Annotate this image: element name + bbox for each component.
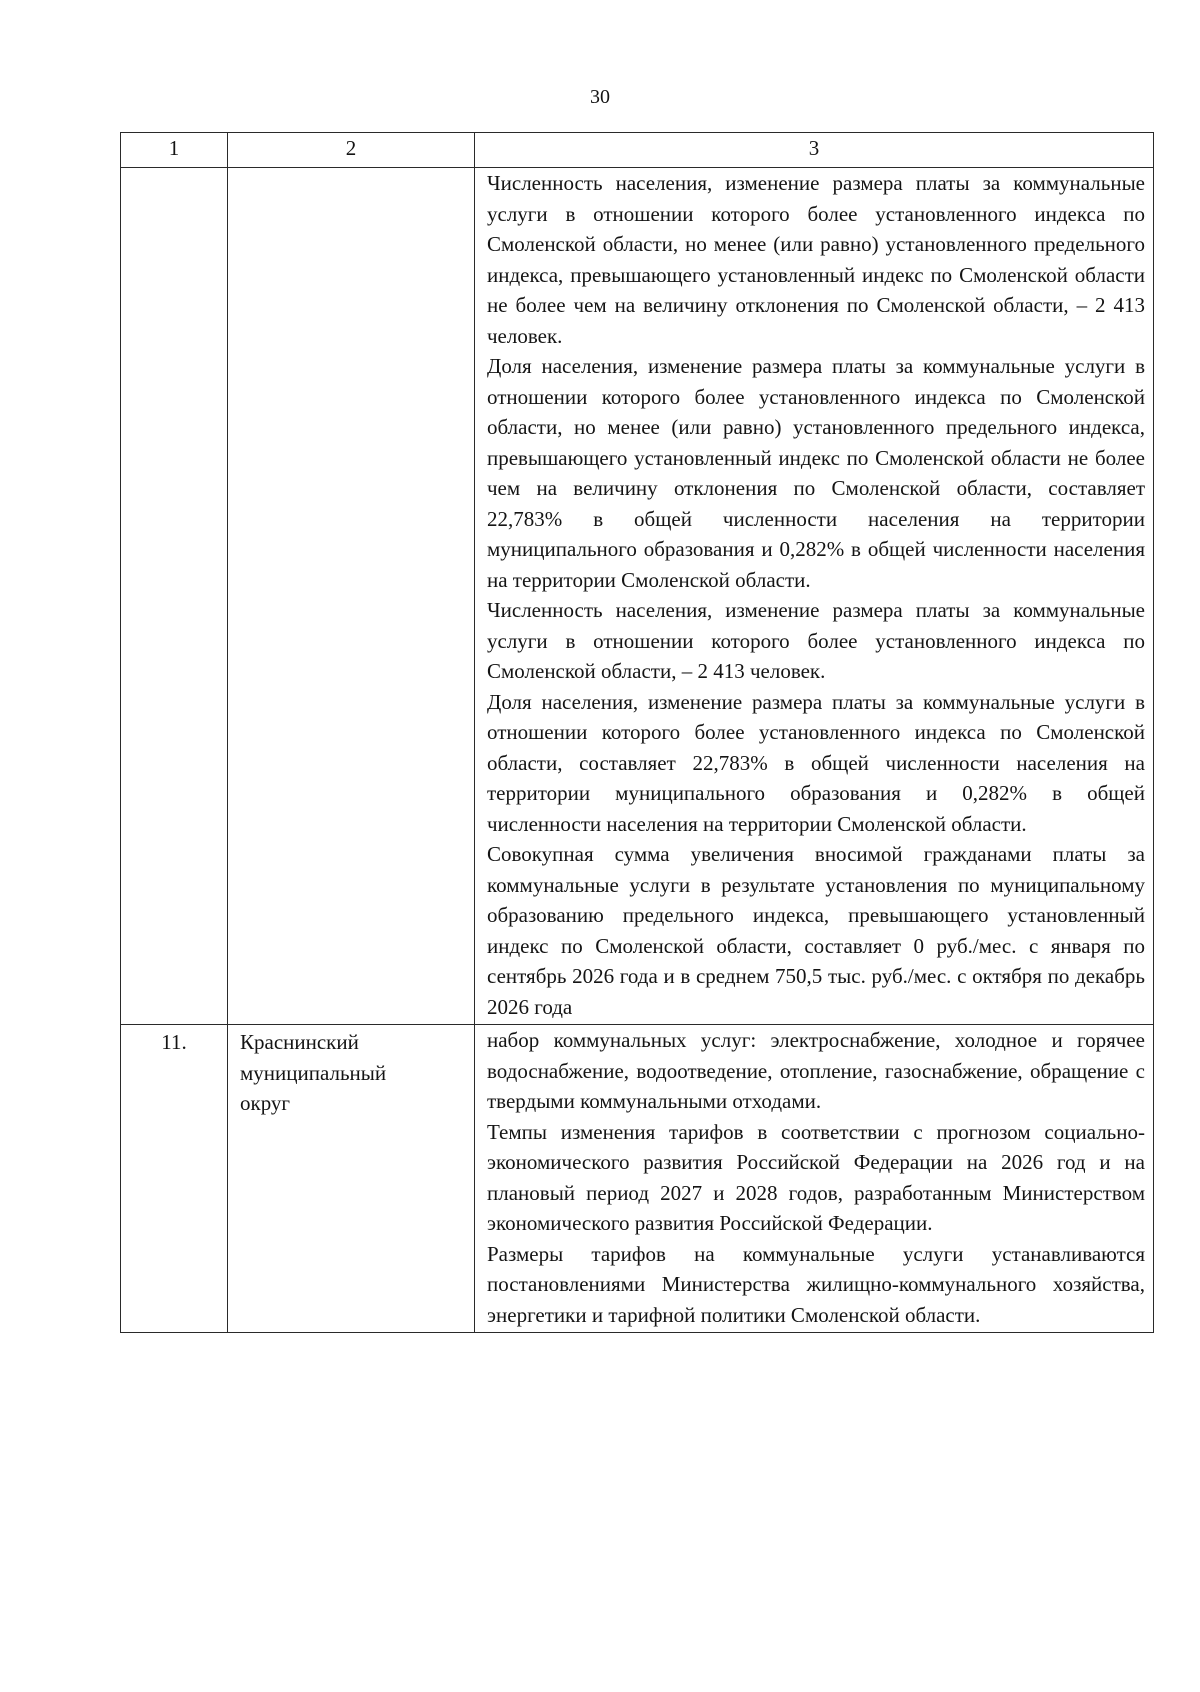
paragraph: набор коммунальных услуг: электроснабжение, холодное и горячее водоснабжение, водоотведение, отопление, газоснабжение, обращение с твердыми коммунальными отходами. [487,1028,1145,1113]
table-row-continued [121,168,1154,1025]
paragraph: Доля населения, изменение размера платы за коммунальные услуги в отношении которого более установленного индекса по Смоленской области, составляет 22,783% в общей численности населения на территории муниципального образования и 0,282% в общей численности населения на территории Смоленской области. [487,689,1145,836]
document-table [120,132,1154,1333]
row-number-cell [121,168,228,1025]
paragraph: Доля населения, изменение размера платы за коммунальные услуги в отношении которого более установленного индекса по Смоленской области, но менее (или равно) установленного предельного индекса, превышающего установленный индекс по Смоленской области не более чем на величину отклонения по Смоленской области, составляет 22,783% в общей численности населения на территории муниципального образования и 0,282% в общей численности населения на территории Смоленской области. [487,354,1145,592]
header-col-1: 1 [121,133,228,168]
row-text-cell [475,168,1154,1025]
header-col-2: 2 [228,133,475,168]
paragraph: Численность населения, изменение размера платы за коммунальные услуги в отношении которого более установленного индекса по Смоленской области, но менее (или равно) установленного предельного индекса, превышающего установленный индекс по Смоленской области не более чем на величину отклонения по Смоленской области, – 2 413 человек. [487,171,1145,348]
row-name-cell [228,168,475,1025]
municipality-name-line: муниципальный [240,1060,387,1085]
paragraph: Совокупная сумма увеличения вносимой гражданами платы за коммунальные услуги в результате установления по муниципальному образованию предельного индекса, превышающего установленный индекс по Смоленской области, составляет 0 руб./мес. с января по сентябрь 2026 года и в среднем 750,5 тыс. руб./мес. с октября по декабрь 2026 года [487,842,1145,1019]
row-number-cell: 11. [121,1025,228,1333]
municipality-name-line: округ [240,1091,291,1115]
paragraph: Численность населения, изменение размера платы за коммунальные услуги в отношении которого более установленного индекса по Смоленской области, – 2 413 человек. [487,598,1145,683]
paragraph: Размеры тарифов на коммунальные услуги устанавливаются постановлениями Министерства жилищно-коммунального хозяйства, энергетики и тарифной политики Смоленской области. [487,1241,1145,1327]
header-col-3: 3 [475,133,1154,168]
page-number: 30 [590,86,610,108]
municipality-name-line: Краснинский [240,1030,359,1054]
table-header-row [121,133,1154,168]
paragraph: Темпы изменения тарифов в соответствии с прогнозом социально-экономического развития Российской Федерации на 2026 год и на плановый период 2027 и 2028 годов, разработанным Министерством экономического развития Российской Федерации. [487,1119,1145,1235]
municipality-name-cell [228,1025,475,1333]
table-row-11 [121,1025,1154,1333]
row-text-cell [475,1025,1154,1333]
